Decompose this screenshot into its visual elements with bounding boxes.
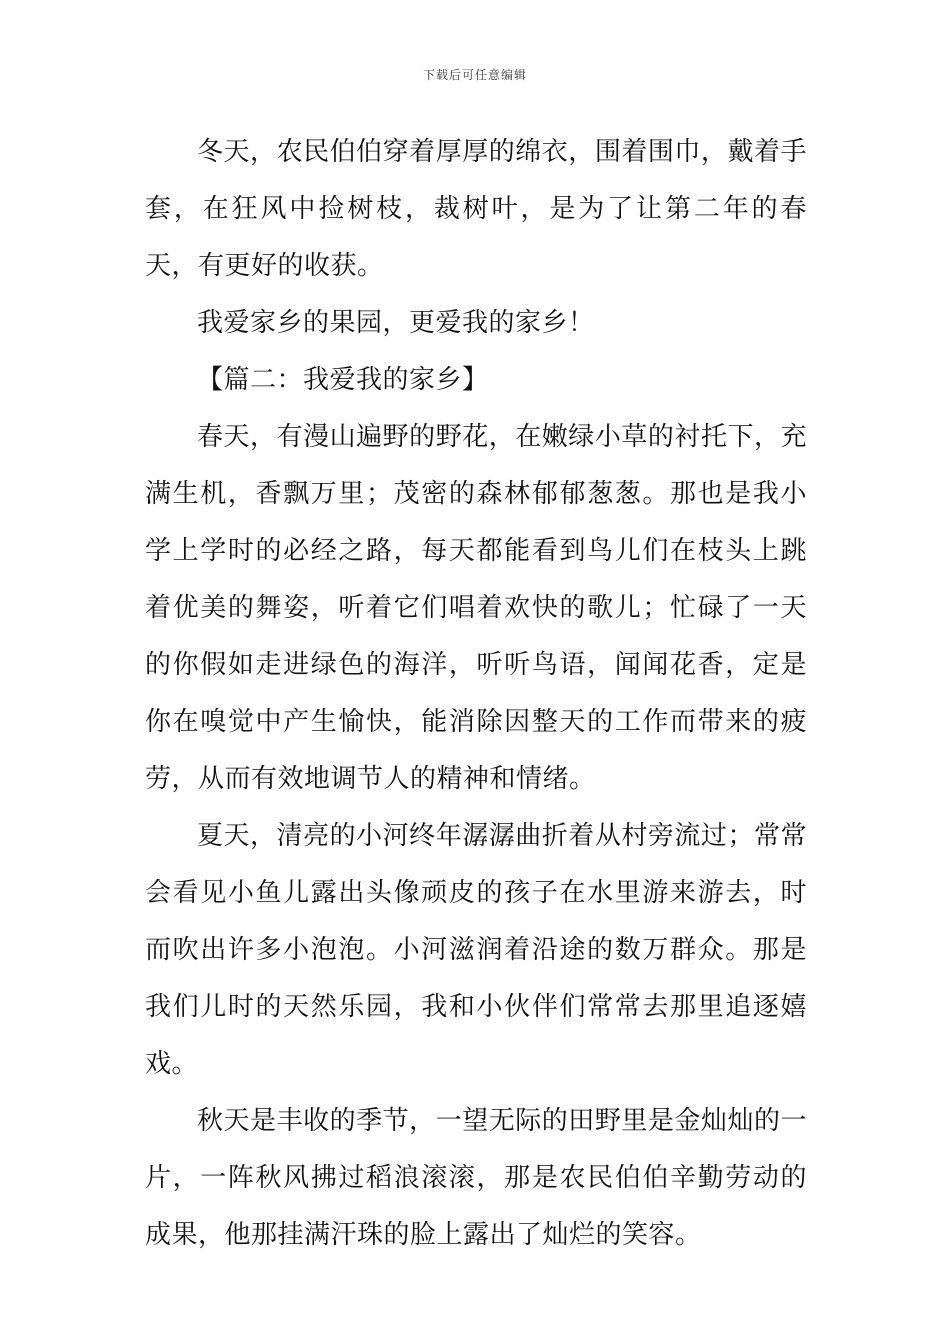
paragraph-winter: 冬天，农民伯伯穿着厚厚的绵衣，围着围巾，戴着手套，在狂风中捡树枝，裁树叶，是为了让第二年的春天，有更好的收获。 [145,137,807,281]
section-heading: 【篇二：我爱我的家乡】 [197,365,489,395]
paragraph-summer: 夏天，清亮的小河终年潺潺曲折着从村旁流过；常常会看见小鱼儿露出头像顽皮的孩子在水里游来游去，时而吹出许多小泡泡。小河滋润着沿途的数万群众。那是我们儿时的天然乐园，我和小伙伴们常常去那里追逐嬉戏。 [145,821,807,1079]
page-header: 下载后可任意编辑 [422,68,527,82]
document-body [145,124,807,1264]
paragraph-love-hometown: 我爱家乡的果园，更爱我的家乡！ [197,308,595,338]
paragraph-spring: 春天，有漫山遍野的野花，在嫩绿小草的衬托下，充满生机，香飘万里；茂密的森林郁郁葱葱。那也是我小学上学时的必经之路，每天都能看到鸟儿们在枝头上跳着优美的舞姿，听着它们唱着欢快的歌儿；忙碌了一天的你假如走进绿色的海洋，听听鸟语，闻闻花香，定是你在嗅觉中产生愉快，能消除因整天的工作而带来的疲劳，从而有效地调节人的精神和情绪。 [145,422,807,794]
paragraph-autumn: 秋天是丰收的季节，一望无际的田野里是金灿灿的一片，一阵秋风拂过稻浪滚滚，那是农民伯伯辛勤劳动的成果，他那挂满汗珠的脸上露出了灿烂的笑容。 [145,1106,807,1250]
